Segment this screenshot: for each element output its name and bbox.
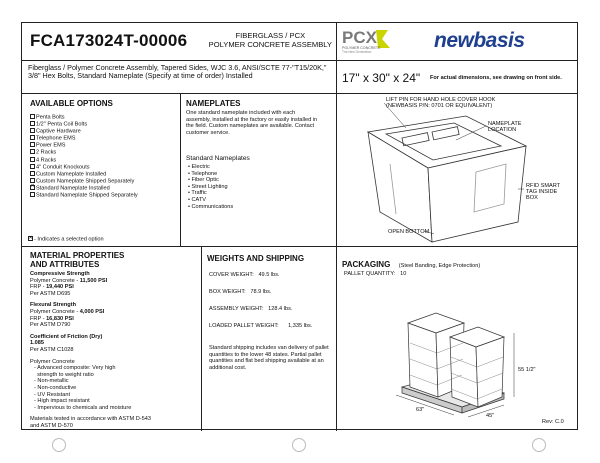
option-item [30,149,138,156]
options-legend [28,236,104,243]
box-drawing [336,94,579,247]
pc-attribute-item: - UV Resistant [34,391,71,398]
nameplate-callout [488,121,521,133]
tested-line2: and ASTM D-570 [30,422,73,429]
option-label: 2 Racks [36,149,57,156]
properties-row [22,247,577,431]
material-cell [22,247,201,431]
packaging-subtitle: (Steel Banding, Edge Protection) [398,263,481,269]
option-label: 4 Racks [36,157,57,164]
pallet-length-dim: 63" [416,407,425,413]
pc-attribute-item: - High impact resistant [34,398,90,405]
logo-cell [336,23,579,60]
material-line-1: FIBERGLASS / PCX [235,31,306,40]
dimensions-cell [336,61,579,93]
option-item [30,192,138,199]
material-line-2: POLYMER CONCRETE ASSEMBLY [208,40,332,49]
assembly-weight: ASSEMBLY WEIGHT: 128.4 lbs. [209,306,293,312]
nameplate-callout-line1: NAMEPLATE [488,121,522,127]
option-checkbox [30,178,35,183]
nameplate-item: • Telephone [188,170,218,177]
punch-hole-left [52,438,66,452]
option-label: 1/2" Penta Coil Bolts [36,121,88,128]
pc-attribute-item: strength to weight ratio [34,371,94,378]
nameplates-list [188,164,233,210]
option-item [30,114,138,121]
nameplate-item: • Fiber Optic [188,177,219,184]
compressive-pc: Polymer Concrete - 11,500 PSI [30,277,108,284]
option-label: 4" Conduit Knockouts [36,164,90,171]
nameplates-cell [180,94,336,246]
spec-sheet [21,22,578,430]
revision: Rev: C.0 [542,419,564,425]
part-number: FCA173024T-00006 [30,31,188,50]
option-item [30,142,138,149]
box-weight: BOX WEIGHT: 78.9 lbs. [209,289,272,295]
dimensions-note: For actual dimensions, see drawing on front side. [430,75,562,81]
pcx-logo-sub2: The New Generation [342,50,372,54]
option-item [30,121,138,128]
description-cell [22,61,336,93]
pc-attributes-list [30,365,198,411]
pc-attribute-item: - Impervious to chemicals and moisture [34,404,132,411]
options-row [22,94,577,247]
option-checkbox [30,164,35,169]
option-item [30,128,138,135]
option-checkbox [30,142,35,147]
pc-attribute-item: - Non-metallic [34,378,69,385]
lift-pin-label: LIFT PIN FOR HAND HOLE COVER HOOK [386,97,496,103]
material-title-line2: AND ATTRIBUTES [30,260,100,269]
pallet-drawing [336,247,579,431]
option-checkbox [30,185,35,190]
material-details [30,271,198,429]
compressive-frp: FRP - 19,440 PSI [30,284,74,291]
nameplate-item: • Street Lighting [188,183,228,190]
option-checkbox [30,128,35,133]
pc-title: Polymer Concrete [30,358,75,365]
pcx-logo [340,26,400,54]
option-item [30,164,138,171]
nameplates-text: One standard nameplate included with each assembly, installed at the factory or easily installed in the field. Custom nameplates are available. Contact customer service. [186,110,318,136]
option-item [30,157,138,164]
friction-title: Coefficient of Friction (Dry) [30,333,103,340]
option-item [30,178,138,185]
nameplate-callout-line2: LOCATION [488,127,517,134]
punch-hole-center [292,438,306,452]
open-bottom-callout: OPEN BOTTOM [388,229,430,235]
lift-pin-callout [386,97,495,109]
pallet-height-dim: 55 1/2" [518,367,536,373]
material-title-line1: MATERIAL PROPERTIES [30,251,125,260]
description-row [22,61,577,94]
options-list [30,114,138,199]
flexural-frp: FRP - 16,830 PSI [30,315,74,322]
option-checkbox [30,121,35,126]
option-checkbox [30,135,35,140]
cover-weight: COVER WEIGHT: 49.5 lbs. [209,272,280,278]
flexural-std: Per ASTM D790 [30,322,71,329]
options-cell [22,94,180,246]
option-checkbox [30,192,35,197]
newbasis-logo: newbasis [434,29,525,52]
pc-attribute-item: - Non-conductive [34,384,77,391]
pc-attribute-item: - Advanced composite: Very high [34,365,116,372]
dimensions: 17" x 30" x 24" [342,71,421,85]
flexural-pc: Polymer Concrete - 4,000 PSI [30,308,105,315]
lift-pin-sub-label: (NEWBASIS P/N: 0701 OR EQUIVALENT) [386,103,493,110]
rfid-callout-line1: RFID SMART [526,183,561,189]
option-checkbox [30,171,35,176]
option-item [30,135,138,142]
material-title [209,31,332,49]
rfid-callout-line3: BOX [526,195,538,202]
nameplate-item: • Communications [188,203,234,210]
title-cell [22,23,336,60]
weights-cell [201,247,336,431]
drawing-cell [336,94,579,246]
header-row [22,23,577,61]
pallet-quantity: PALLET QUANTITY: 10 [344,271,407,277]
punch-hole-right [532,438,546,452]
option-label: Captive Hardware [36,128,81,135]
tested-line1: Materials tested in accordance with ASTM D-543 [30,416,151,423]
rfid-callout-line2: TAG INSIDE [526,189,558,196]
compressive-title: Compressive Strength [30,271,90,277]
friction-std: Per ASTM C1028 [30,346,74,353]
option-item [30,185,138,192]
nameplates-title: NAMEPLATES [186,99,241,108]
option-label: Penta Bolts [36,114,65,121]
option-checkbox [30,149,35,154]
nameplate-item: • Traffic [188,190,207,197]
nameplate-item: • CATV [188,196,207,203]
friction-value: 1.085 [30,340,44,347]
compressive-std: Per ASTM D695 [30,290,71,297]
option-label: Standard Nameplate Installed [36,185,110,192]
packaging-title: PACKAGING [342,260,391,269]
rfid-callout [526,183,560,202]
option-label: Power EMS [36,142,66,149]
description-text: Fiberglass / Polymer Concrete Assembly, Tapered Sides, WJC 3.6, ANSI/SCTE 77-"T15/20K," 3/8" Hex Bolts, Standard Nameplate (Specify at time of order) Installed [28,63,327,81]
option-label: Custom Nameplate Shipped Separately [36,178,135,185]
weights-title: WEIGHTS AND SHIPPING [207,254,305,263]
option-checkbox [30,114,35,119]
pcx-logo-text: PCX [342,28,377,47]
option-label: Telephone EMS [36,135,76,142]
shipping-note: Standard shipping includes van delivery of pallet quantities to the lower 48 states. Partial pallet quantities and flat bed shipping available at an additional cost. [209,345,329,371]
pcx-logo-sub1: POLYMER CONCRETE [342,46,381,50]
nameplate-item: • Electric [188,164,210,170]
option-label: Standard Nameplate Shipped Separately [36,192,138,199]
standard-nameplates-title: Standard Nameplates [186,155,250,162]
selected-legend-box [28,236,33,241]
options-title: AVAILABLE OPTIONS [30,99,113,108]
option-item [30,171,138,178]
option-label: Custom Nameplate Installed [36,171,107,178]
pallet-width-dim: 45" [486,413,495,419]
option-checkbox [30,157,35,162]
material-title-block [30,251,124,269]
packaging-cell [336,247,579,431]
options-legend-text: - Indicates a selected option [34,236,104,243]
loaded-pallet-weight: LOADED PALLET WEIGHT: 1,335 lbs. [209,323,313,329]
flexural-title: Flexural Strength [30,302,77,309]
